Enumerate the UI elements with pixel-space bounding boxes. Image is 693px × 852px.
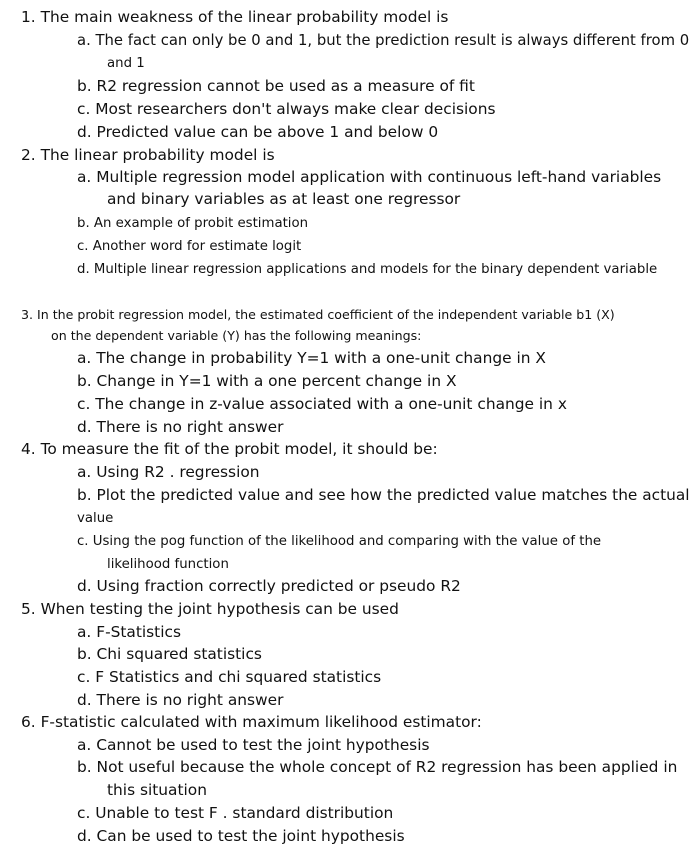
question-4-option-b: b. Plot the predicted value and see how the predicted value matches the actual [77,486,690,504]
question-3-option-c: c. The change in z-value associated with a one-unit change in x [77,395,567,413]
question-4-text: 4. To measure the fit of the probit model, it should be: [21,440,438,458]
question-3-text-continued: on the dependent variable (Y) has the following meanings: [51,328,422,343]
question-1-option-a-continued: and 1 [107,56,145,71]
question-5-option-b: b. Chi squared statistics [77,645,262,663]
question-1-option-c: c. Most researchers don't always make clear decisions [77,100,496,118]
question-4-option-c: c. Using the pog function of the likelihood and comparing with the value of the [77,534,602,549]
question-6-option-c: c. Unable to test F . standard distribution [77,804,394,822]
question-6-option-b: b. Not useful because the whole concept of R2 regression has been applied in [77,758,678,776]
question-3-option-a: a. The change in probability Y=1 with a one-unit change in X [77,349,546,367]
question-4-option-b-continued: value [77,511,114,526]
question-6-option-a: a. Cannot be used to test the joint hypothesis [77,736,430,754]
question-1-option-d: d. Predicted value can be above 1 and below 0 [77,123,439,141]
question-5-text: 5. When testing the joint hypothesis can be used [21,600,399,618]
question-1-text: 1. The main weakness of the linear probability model is [21,8,449,26]
question-5-option-d: d. There is no right answer [77,691,284,709]
question-1-option-a: a. The fact can only be 0 and 1, but the prediction result is always different from 0 [77,32,690,49]
question-6-text: 6. F-statistic calculated with maximum likelihood estimator: [21,713,482,731]
question-1-option-b: b. R2 regression cannot be used as a measure of fit [77,77,475,95]
question-4-option-d: d. Using fraction correctly predicted or pseudo R2 [77,577,461,595]
question-2-option-a: a. Multiple regression model application with continuous left-hand variables [77,168,662,186]
question-5-option-a: a. F-Statistics [77,623,181,641]
question-3-option-b: b. Change in Y=1 with a one percent change in X [77,372,457,390]
question-4-option-c-continued: likelihood function [107,557,229,572]
question-2-option-b: b. An example of probit estimation [77,216,309,231]
question-3-text: 3. In the probit regression model, the estimated coefficient of the independent variable b1 (X) [21,307,615,322]
question-2-option-d: d. Multiple linear regression applications and models for the binary dependent variable [77,262,658,277]
question-5-option-c: c. F Statistics and chi squared statistics [77,668,382,686]
question-2-text: 2. The linear probability model is [21,146,275,164]
question-4-option-a: a. Using R2 . regression [77,463,260,481]
question-3-option-d: d. There is no right answer [77,418,284,436]
question-6-option-b-continued: this situation [107,781,207,799]
question-6-option-d: d. Can be used to test the joint hypothesis [77,827,405,845]
question-2-option-c: c. Another word for estimate logit [77,239,302,254]
question-2-option-a-continued: and binary variables as at least one regressor [107,190,461,208]
